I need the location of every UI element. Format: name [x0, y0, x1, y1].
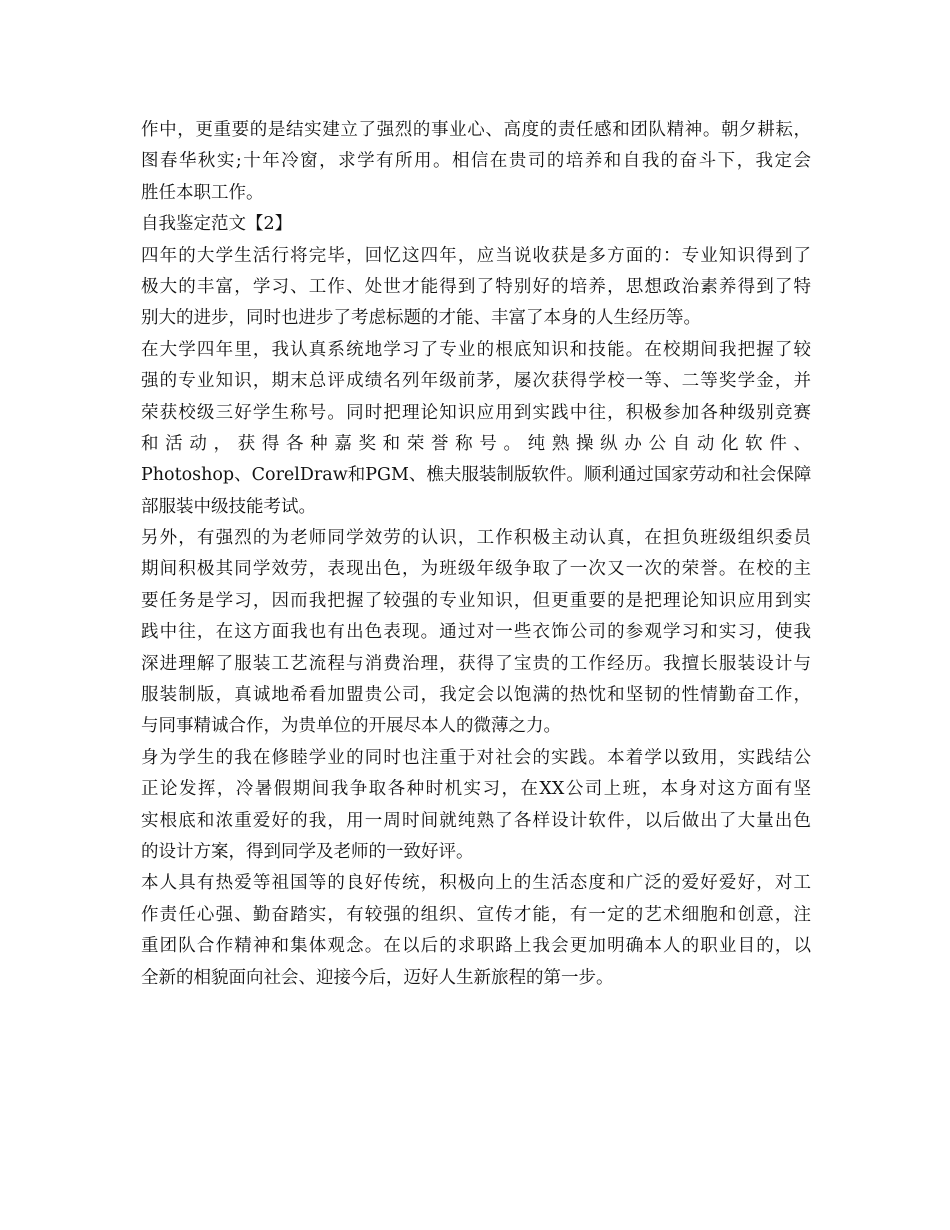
text-line: 极大的丰富，学习、工作、处世才能得到了特别好的培养，思想政治素养得到了特	[141, 276, 811, 297]
text-line: 重团队合作精神和集体观念。在以后的求职路上我会更加明确本人的职业目的，以	[141, 936, 811, 957]
text-line: 部服装中级技能考试。	[141, 496, 316, 517]
text-line: 另外，有强烈的为老师同学效劳的认识，工作积极主动认真，在担负班级组织委员	[141, 528, 811, 549]
text-line: 图春华秋实;十年冷窗，求学有所用。相信在贵司的培养和自我的奋斗下，我定会	[141, 151, 811, 172]
text-line: 实根底和浓重爱好的我，用一周时间就纯熟了各样设计软件，以后做出了大量出色	[141, 810, 811, 831]
text-line: 在大学四年里，我认真系统地学习了专业的根底知识和技能。在校期间我把握了较	[141, 339, 811, 360]
text-line: 荣获校级三好学生称号。同时把理论知识应用到实践中往，积极参加各种级别竞赛	[141, 402, 811, 423]
text-line: 期间积极其同学效劳，表现出色，为班级年级争取了一次又一次的荣誉。在校的主	[141, 559, 811, 580]
text-line: 作责任心强、勤奋踏实，有较强的组织、宣传才能，有一定的艺术细胞和创意，注	[141, 904, 811, 925]
text-line: 胜任本职工作。	[141, 182, 264, 203]
document-page	[141, 115, 811, 994]
text-line: 服装制版，真诚地希看加盟贵公司，我定会以饱满的热忱和坚韧的性情勤奋工作，	[141, 685, 811, 706]
text-line: 身为学生的我在修睦学业的同时也注重于对社会的实践。本着学以致用，实践结公	[141, 747, 811, 768]
text-line: 别大的进步，同时也进步了考虑标题的才能、丰富了本身的人生经历等。	[141, 308, 701, 329]
document-body	[141, 115, 811, 994]
text-line: 强的专业知识，期末总评成绩名列年级前茅，屡次获得学校一等、二等奖学金，并	[141, 371, 811, 392]
text-line: 作中，更重要的是结实建立了强烈的事业心、高度的责任感和团队精神。朝夕耕耘，	[141, 120, 811, 140]
text-line: 与同事精诚合作，为贵单位的开展尽本人的微薄之力。	[141, 716, 561, 737]
text-line: 四年的大学生活行将完毕，回忆这四年，应当说收获是多方面的：专业知识得到了	[141, 245, 811, 266]
section-heading: 自我鉴定范文【2】	[141, 214, 293, 235]
text-line: 深进理解了服装工艺流程与消费治理，获得了宝贵的工作经历。我擅长服装设计与	[141, 653, 811, 674]
text-line: 本人具有热爱等祖国等的良好传统，积极向上的生活态度和广泛的爱好爱好，对工	[141, 873, 811, 894]
text-line: 践中往，在这方面我也有出色表现。通过对一些衣饰公司的参观学习和实习，使我	[141, 622, 811, 643]
text-line: 全新的相貌面向社会、迎接今后，迈好人生新旅程的第一步。	[141, 967, 614, 988]
text-line: 要任务是学习，因而我把握了较强的专业知识，但更重要的是把理论知识应用到实	[141, 590, 811, 611]
text-line: 和活动，获得各种嘉奖和荣誉称号。纯熟操纵办公自动化软件、	[141, 433, 811, 454]
text-line: Photoshop、CorelDraw和PGM、樵夫服装制版软件。顺利通过国家劳动和社会保障	[141, 465, 811, 486]
text-line: 的设计方案，得到同学及老师的一致好评。	[141, 841, 474, 862]
text-line: 正论发挥，冷暑假期间我争取各种时机实习，在XX公司上班，本身对这方面有坚	[141, 779, 811, 800]
